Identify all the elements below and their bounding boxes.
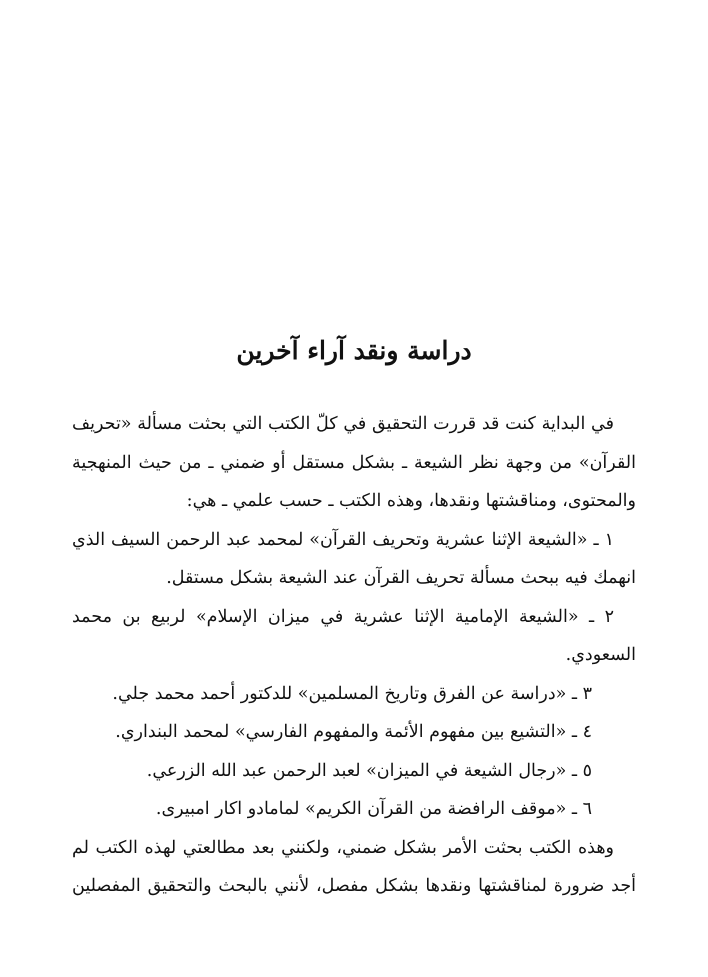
- list-item-6: ٦ ـ «موقف الرافضة من القرآن الكريم» لمامادو اكار امبيرى.: [155, 799, 592, 819]
- list-item-1-line-1: ١ ـ «الشيعة الإثنا عشرية وتحريف القرآن» لمحمد عبد الرحمن السيف الذي: [72, 529, 614, 550]
- text-line-1: في البداية كنت قد قررت التحقيق في كلّ الكتب التي بحثت مسألة «تحريف: [72, 414, 614, 434]
- page-title: دراسة ونقد آراء آخرين: [236, 336, 472, 365]
- text-line-13: أجد ضرورة لمناقشتها ونقدها بشكل مفصل، لأنني بالبحث والتحقيق المفصلين: [72, 876, 636, 896]
- list-item-5: ٥ ـ «رجال الشيعة في الميزان» لعبد الرحمن عبد الله الزرعي.: [146, 760, 592, 781]
- text-line-12: وهذه الكتب بحثت الأمر بشكل ضمني، ولكنني بعد مطالعتي لهذه الكتب لم: [72, 837, 614, 858]
- body-text: [72, 405, 636, 906]
- list-item-2-line-2: السعودي.: [565, 645, 636, 665]
- text-line-3: والمحتوى، ومناقشتها ونقدها، وهذه الكتب ـ حسب علمي ـ هي:: [186, 491, 636, 511]
- list-item-1-line-2: انهمك فيه ببحث مسألة تحريف القرآن عند الشيعة بشكل مستقل.: [166, 568, 636, 588]
- document-page: [72, 0, 636, 977]
- list-item-2-line-1: ٢ ـ «الشيعة الإمامية الإثنا عشرية في ميزان الإسلام» لربيع بن محمد: [72, 606, 614, 627]
- list-item-4: ٤ ـ «التشيع بين مفهوم الأئمة والمفهوم الفارسي» لمحمد البنداري.: [115, 722, 592, 742]
- list-item-3: ٣ ـ «دراسة عن الفرق وتاريخ المسلمين» للدكتور أحمد محمد جلي.: [112, 683, 592, 704]
- text-line-2: القرآن» من وجهة نظر الشيعة ـ بشكل مستقل أو ضمني ـ من حيث المنهجية: [72, 452, 636, 473]
